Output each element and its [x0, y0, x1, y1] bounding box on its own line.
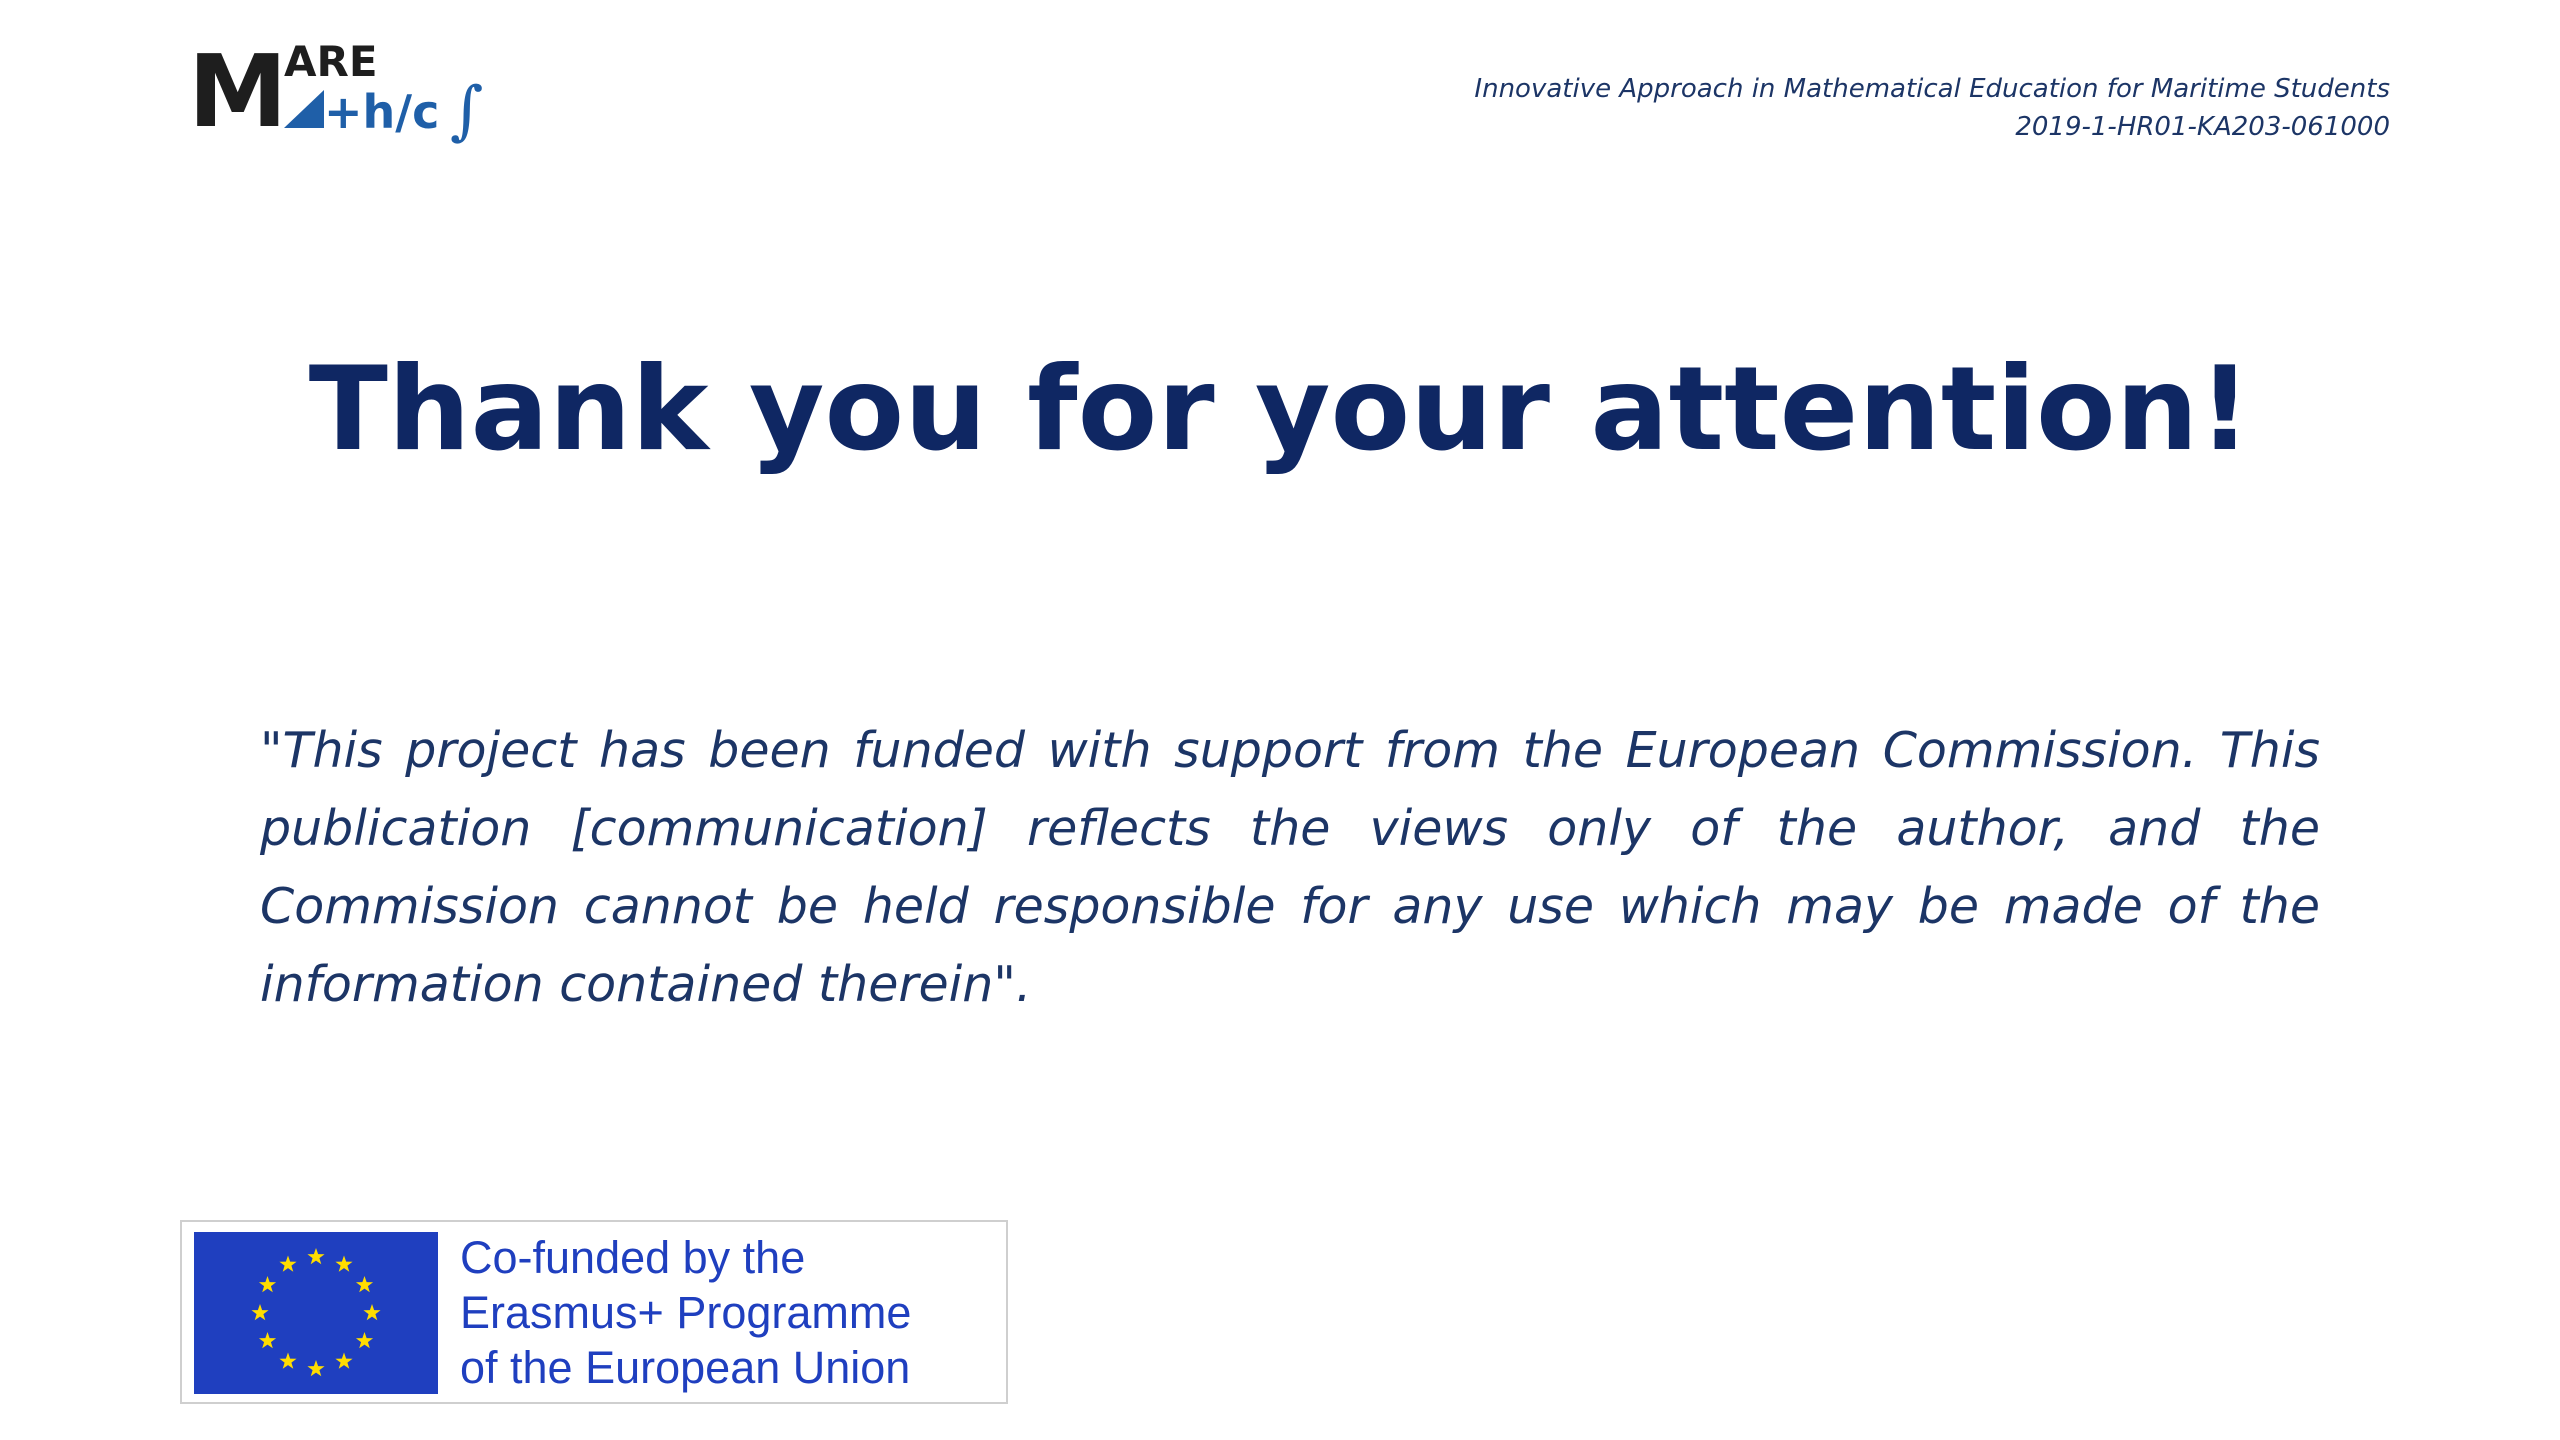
eu-star-icon: [356, 1276, 373, 1292]
eu-badge-text: [460, 1230, 911, 1395]
funding-disclaimer: "This project has been funded with support from the European Commission. This publication [communication] reflects the views only of the author, and the Commission cannot be held responsible for any use which may be made of the information contained therein".: [260, 722, 2320, 1013]
eu-star-icon: [259, 1276, 276, 1292]
project-code: 2019-1-HR01-KA203-061000: [2015, 112, 2390, 142]
eu-star-icon: [335, 1353, 352, 1369]
eu-cofunded-badge: [180, 1220, 1008, 1404]
eu-star-icon: [307, 1360, 324, 1376]
eu-badge-line1: Co-funded by the: [460, 1232, 806, 1283]
logo-text-hc: +h/c: [324, 85, 440, 139]
project-name: Innovative Approach in Mathematical Education for Maritime Students: [1474, 74, 2390, 104]
logo-triangle-icon: [284, 90, 324, 128]
eu-star-icon: [335, 1256, 352, 1272]
eu-badge-line3: of the European Union: [460, 1342, 911, 1393]
eu-stars: [194, 1232, 438, 1394]
project-info: [1474, 70, 2390, 146]
mare-mathematics-logo: [188, 36, 498, 148]
eu-badge-line2: Erasmus+ Programme: [460, 1287, 912, 1338]
eu-star-icon: [279, 1256, 296, 1272]
eu-star-icon: [251, 1304, 268, 1320]
logo-integral-icon: ∫: [450, 74, 484, 148]
eu-star-icon: [363, 1304, 380, 1320]
eu-flag-icon: [194, 1232, 438, 1394]
eu-star-icon: [279, 1353, 296, 1369]
logo-letter-m: M: [188, 36, 288, 148]
eu-star-icon: [307, 1248, 324, 1264]
page-title: Thank you for your attention!: [308, 342, 2252, 477]
eu-star-icon: [259, 1332, 276, 1348]
eu-star-icon: [356, 1332, 373, 1348]
logo-text-are: ARE: [284, 37, 378, 86]
